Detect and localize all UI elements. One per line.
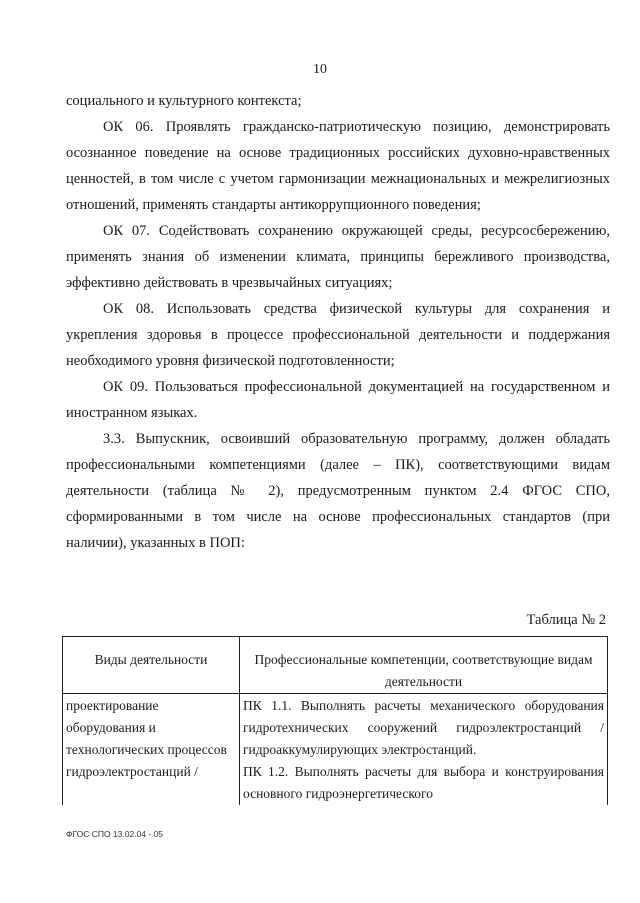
competence-table — [62, 636, 608, 805]
paragraph-ok08: ОК 08. Использовать средства физической культуры для сохранения и укрепления здоровья в процессе профессиональной деятельности и поддержания необходимого уровня физической подготовленности; — [66, 301, 610, 369]
paragraph: социального и культурного контекста; — [66, 93, 302, 109]
competence-pk-1-2: ПК 1.2. Выполнять расчеты для выбора и конструирования основного гидроэнергетического — [243, 764, 604, 801]
document-footer: ФГОС СПО 13.02.04 - 05 — [66, 829, 164, 839]
table-row — [63, 694, 608, 806]
competence-cell — [240, 694, 608, 806]
header-competences: Профессиональные компетенции, соответствующие видам деятельности — [240, 637, 608, 694]
competence-pk-1-1: ПК 1.1. Выполнять расчеты механического оборудования гидротехнических сооружений гидроэлектростанций / гидроаккумулирующих электростанций. — [243, 698, 604, 757]
table-caption: Таблица № 2 — [526, 612, 606, 628]
paragraph-ok07: ОК 07. Содействовать сохранению окружающей среды, ресурсосбережению, применять знания об изменении климата, принципы бережливого производства, эффективно действовать в чрезвычайных ситуациях; — [66, 223, 610, 291]
paragraph-3-3: 3.3. Выпускник, освоивший образовательную программу, должен обладать профессиональными компетенциями (далее – ПК), соответствующими видам деятельности (таблица № 2), предусмотренным пунктом 2.4 ФГОС СПО, сформированными в том числе на основе профессиональных стандартов (при наличии), указанных в ПОП: — [66, 431, 610, 551]
page-number: 10 — [313, 62, 327, 77]
body-text — [66, 88, 610, 556]
table-header-row — [63, 637, 608, 694]
paragraph-ok09: ОК 09. Пользоваться профессиональной документацией на государственном и иностранном языках. — [66, 379, 610, 421]
activity-cell: проектирование оборудования и технологических процессов гидроэлектростанций / — [63, 694, 240, 806]
header-activity: Виды деятельности — [63, 637, 240, 694]
paragraph-ok06: ОК 06. Проявлять гражданско-патриотическую позицию, демонстрировать осознанное поведение на основе традиционных российских духовно-нравственных ценностей, в том числе с учетом гармонизации межнациональных и межрелигиозных отношений, применять стандарты антикоррупционного поведения; — [66, 119, 610, 213]
